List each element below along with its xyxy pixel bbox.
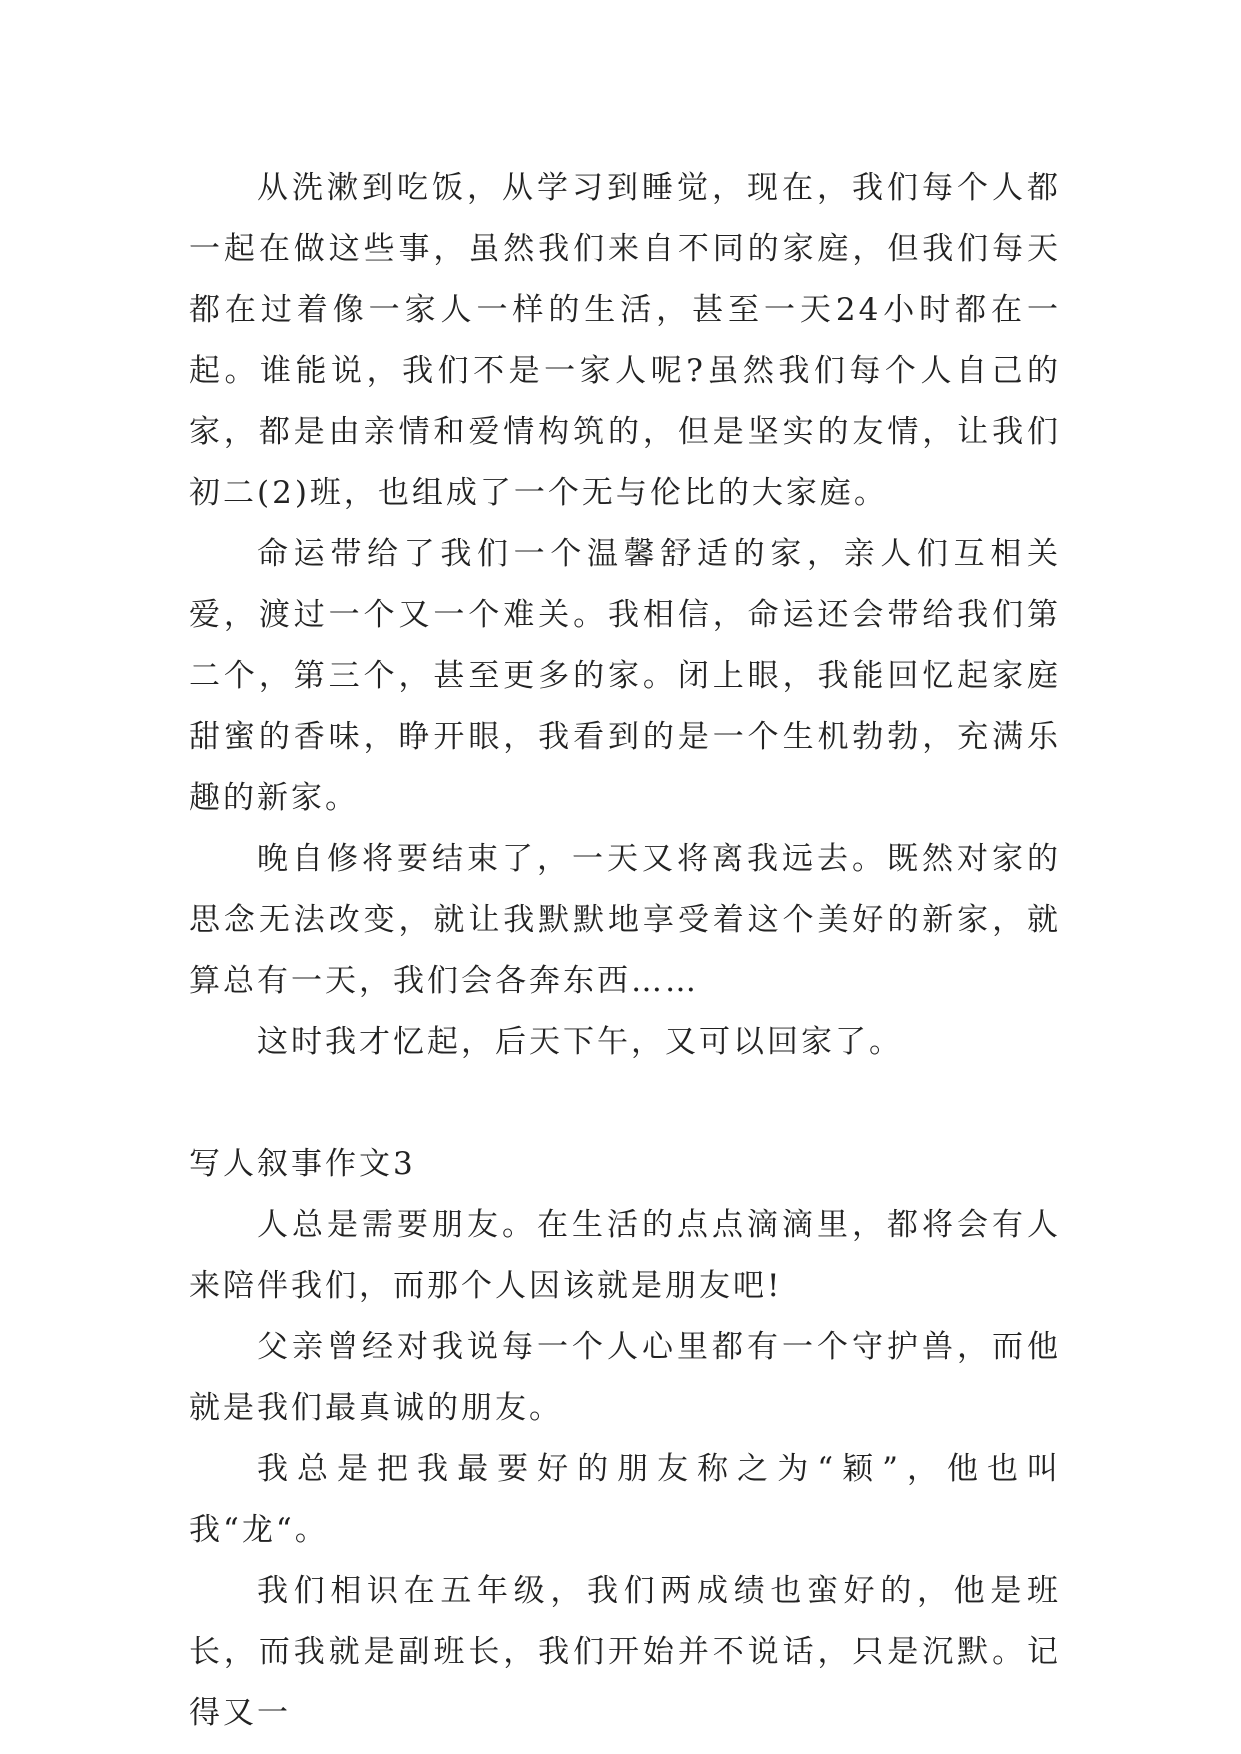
section-heading: 写人叙事作文3 [189,1146,416,1182]
paragraph: 父亲曾经对我说每一个人心里都有一个守护兽，而他就是我们最真诚的朋友。 [189,1329,1061,1426]
paragraph: 我总是把我最要好的朋友称之为“颖”，他也叫我“龙“。 [189,1451,1061,1548]
paragraph: 晚自修将要结束了，一天又将离我远去。既然对家的思念无法改变，就让我默默地享受着这个美好的新家，就算总有一天，我们会各奔东西…… [189,841,1061,999]
paragraph: 从洗漱到吃饭，从学习到睡觉，现在，我们每个人都一起在做这些事，虽然我们来自不同的家庭，但我们每天都在过着像一家人一样的生活，甚至一天24小时都在一起。谁能说，我们不是一家人呢?虽然我们每个人自己的家，都是由亲情和爱情构筑的，但是坚实的友情，让我们初二(2)班，也组成了一个无与伦比的大家庭。 [189,170,1061,511]
paragraph: 我们相识在五年级，我们两成绩也蛮好的，他是班长，而我就是副班长，我们开始并不说话，只是沉默。记得又一 [189,1573,1061,1731]
paragraph: 人总是需要朋友。在生活的点点滴滴里，都将会有人来陪伴我们，而那个人因该就是朋友吧! [189,1207,1061,1304]
paragraph: 命运带给了我们一个温馨舒适的家，亲人们互相关爱，渡过一个又一个难关。我相信，命运还会带给我们第二个，第三个，甚至更多的家。闭上眼，我能回忆起家庭甜蜜的香味，睁开眼，我看到的是一个生机勃勃，充满乐趣的新家。 [189,536,1061,816]
paragraph: 这时我才忆起，后天下午，又可以回家了。 [257,1024,903,1060]
document-body [189,158,1061,1744]
